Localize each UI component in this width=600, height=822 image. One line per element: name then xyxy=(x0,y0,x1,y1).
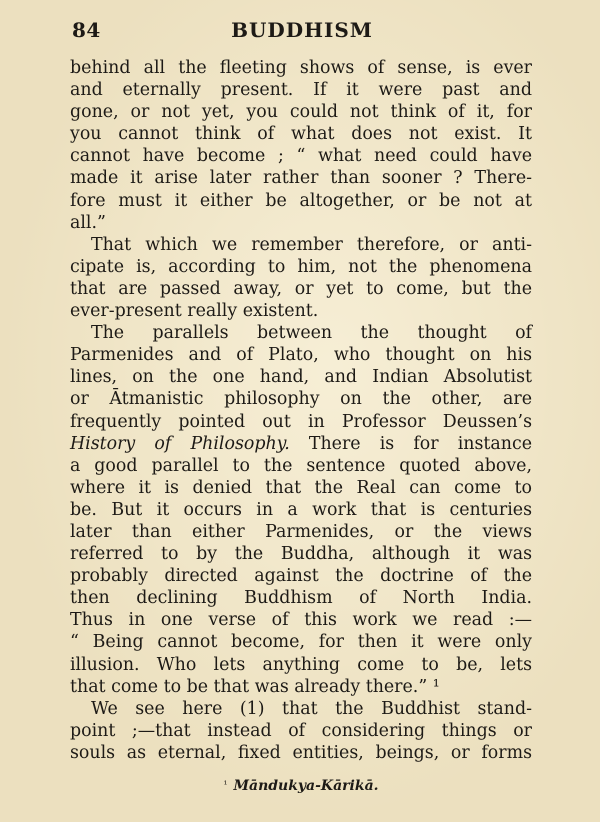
footnote-text: Māndukya-Kārikā. xyxy=(233,778,379,794)
text-line: fore must it either be altogether, or be not at xyxy=(70,190,532,211)
text-line: or Ātmanistic philosophy on the other, are xyxy=(70,389,532,410)
text-line: and eternally present. If it were past and xyxy=(70,80,532,101)
book-title-italic: History of Philosophy. xyxy=(70,433,290,454)
text-line: a good parallel to the sentence quoted above, xyxy=(70,455,532,476)
body-text xyxy=(70,57,532,764)
text-line: We see here (1) that the Buddhist stand- xyxy=(91,698,532,719)
text-line: Parmenides and of Plato, who thought on his xyxy=(70,345,532,366)
text-line: ever-present really existent. xyxy=(70,301,319,322)
text-line: all.” xyxy=(70,212,106,233)
text-line: that come to be that was already there.” ¹ xyxy=(70,676,440,697)
text-line: later than either Parmenides, or the views xyxy=(70,521,532,542)
text-line: The parallels between the thought of xyxy=(91,323,532,344)
text-line: History of Philosophy. There is for instance xyxy=(70,433,532,454)
text-line: cannot have become ; “ what need could have xyxy=(70,146,532,167)
text-line: Thus in one verse of this work we read :— xyxy=(70,610,532,631)
text-line: be. But it occurs in a work that is centuries xyxy=(70,499,532,520)
text-line: you cannot think of what does not exist. It xyxy=(70,124,532,145)
text-line: point ;—that instead of considering things or xyxy=(70,720,532,741)
text-line: gone, or not yet, you could not think of it, for xyxy=(70,102,532,123)
text-line: souls as eternal, fixed entities, beings, or forms xyxy=(70,742,532,763)
text-line: where it is denied that the Real can come to xyxy=(70,477,532,498)
text-line: illusion. Who lets anything come to be, lets xyxy=(70,654,532,675)
page-number: 84 xyxy=(72,18,101,42)
text-line: then declining Buddhism of North India. xyxy=(70,588,532,609)
page-header xyxy=(72,14,532,46)
running-title: BUDDHISM xyxy=(231,18,373,42)
text-line: That which we remember therefore, or anti- xyxy=(91,234,532,255)
text-line: probably directed against the doctrine of the xyxy=(70,566,532,587)
text-line: behind all the fleeting shows of sense, is ever xyxy=(70,58,532,78)
text-line: lines, on the one hand, and Indian Absolutist xyxy=(70,367,532,388)
footnote xyxy=(70,777,532,795)
text-line: that are passed away, or yet to come, but the xyxy=(70,278,532,299)
text-line: referred to by the Buddha, although it was xyxy=(70,544,532,565)
text-line: frequently pointed out in Professor Deussen’s xyxy=(70,411,532,432)
text-line: “ Being cannot become, for then it were only xyxy=(70,632,532,653)
text-line: cipate is, according to him, not the phenomena xyxy=(70,256,532,277)
footnote-marker: ¹ xyxy=(223,780,228,791)
text-line: made it arise later rather than sooner ? There- xyxy=(70,168,532,189)
